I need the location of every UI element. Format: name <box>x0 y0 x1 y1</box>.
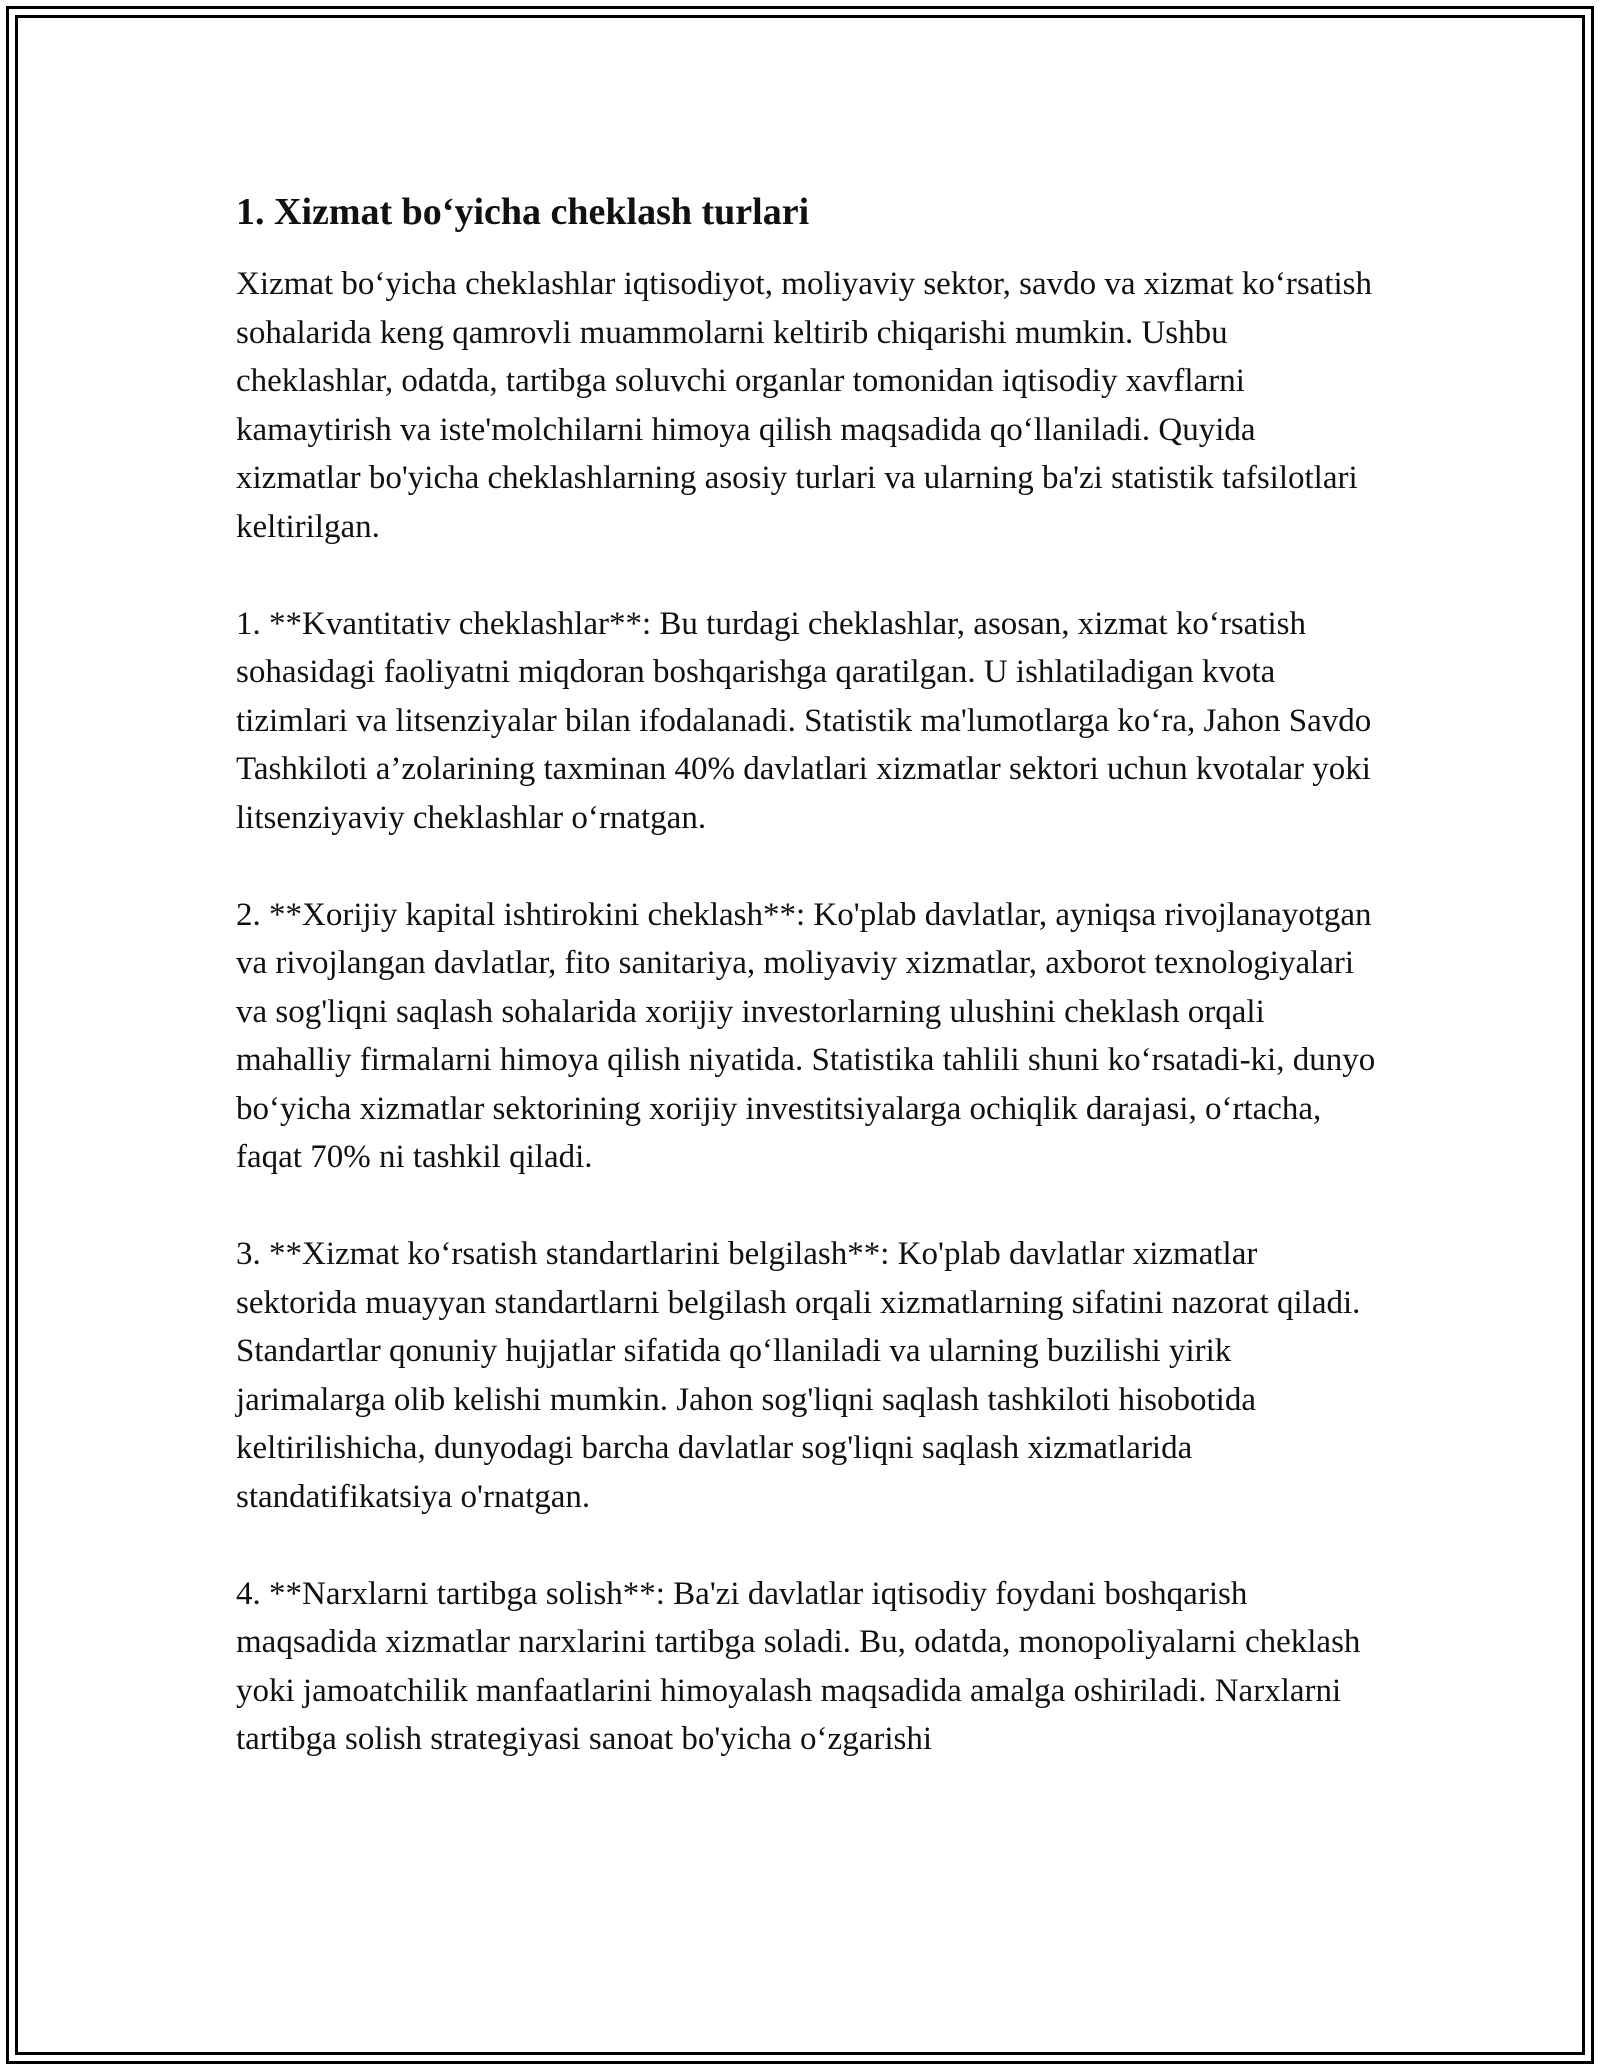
paragraph-service-standards: 3. **Xizmat ko‘rsatish standartlarini belgilash**: Ko'plab davlatlar xizmatlar sektorida muayyan standartlarni belgilash orqali xizmatlarning sifatini nazorat qiladi. Standartlar qonuniy hujjatlar sifatida qo‘llaniladi va ularning buzilishi yirik jarimalarga olib kelishi mumkin. Jahon sog'liqni saqlash tashkiloti hisobotida keltirilishicha, dunyodagi barcha davlatlar sog'liqni saqlash xizmatlarida standatifikatsiya o'rnatgan. <box>236 1236 1361 1515</box>
paragraph-foreign-capital-restrictions: 2. **Xorijiy kapital ishtirokini cheklash**: Ko'plab davlatlar, ayniqsa rivojlanayotgan va rivojlangan davlatlar, fito sanitariya, moliyaviy xizmatlar, axborot texnologiyalari va sog'liqni saqlash sohalarida xorijiy investorlarning ulushini cheklash orqali mahalliy firmalarni himoya qilish niyatida. Statistika tahlili shuni ko‘rsatadi-ki, dunyo bo‘yicha xizmatlar sektorining xorijiy investitsiyalarga ochiqlik darajasi, o‘rtacha, faqat 70% ni tashkil qiladi. <box>236 896 1376 1175</box>
paragraph-quantitative-restrictions: 1. **Kvantitativ cheklashlar**: Bu turdagi cheklashlar, asosan, xizmat ko‘rsatish sohasidagi faoliyatni miqdoran boshqarishga qaratilgan. U ishlatiladigan kvota tizimlari va litsenziyalar bilan ifodalanadi. Statistik ma'lumotlarga ko‘ra, Jahon Savdo Tashkiloti a’zolarining taxminan 40% davlatlari xizmatlar sektori uchun kvotalar yoki litsenziyaviy cheklashlar o‘rnatgan. <box>236 605 1372 836</box>
paragraph-price-regulation: 4. **Narxlarni tartibga solish**: Ba'zi davlatlar iqtisodiy foydani boshqarish maqsadida xizmatlar narxlarini tartibga soladi. Bu, odatda, monopoliyalarni cheklash yoki jamoatchilik manfaatlarini himoyalash maqsadida amalga oshiriladi. Narxlarni tartibga solish strategiyasi sanoat bo'yicha o‘zgarishi <box>236 1575 1361 1757</box>
intro-paragraph: Xizmat bo‘yicha cheklashlar iqtisodiyot, moliyaviy sektor, savdo va xizmat ko‘rsatish sohalarida keng qamrovli muammolarni keltirib chiqarishi mumkin. Ushbu cheklashlar, odatda, tartibga soluvchi organlar tomonidan iqtisodiy xavflarni kamaytirish va iste'molchilarni himoya qilish maqsadida qo‘llaniladi. Quyida xizmatlar bo'yicha cheklashlarning asosiy turlari va ularning ba'zi statistik tafsilotlari keltirilgan. <box>236 266 1373 545</box>
document-body <box>236 188 1376 1812</box>
section-title: 1. Xizmat bo‘yicha cheklash turlari <box>236 191 810 233</box>
